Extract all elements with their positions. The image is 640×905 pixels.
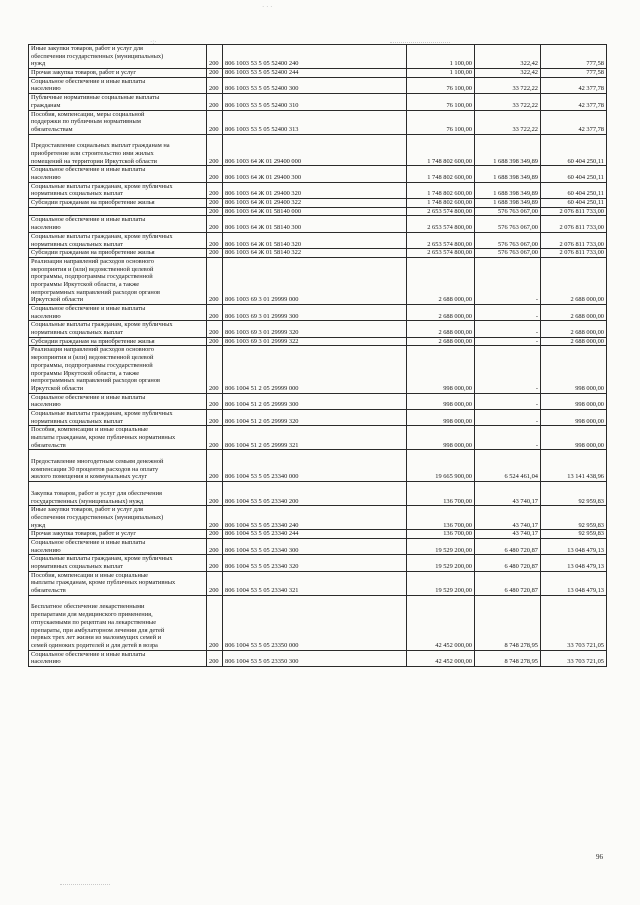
row-unexecuted-amount: 2 076 811 733,00: [541, 249, 607, 258]
row-budget-classification-code: 806 1003 53 5 05 52400 240: [223, 45, 407, 69]
row-code: 200: [207, 207, 223, 216]
row-executed-amount: 6 524 461,04: [475, 450, 541, 482]
row-code: 200: [207, 77, 223, 93]
scan-artifact-top-left: ·:·: [150, 38, 157, 46]
row-unexecuted-amount: 13 048 479,13: [541, 571, 607, 595]
row-approved-amount: 19 529 200,00: [407, 538, 475, 554]
row-code: 200: [207, 482, 223, 506]
row-approved-amount: 2 653 574 800,00: [407, 249, 475, 258]
row-executed-amount: -: [475, 305, 541, 321]
row-name-line: Социальное обеспечение и иные выплаты: [31, 538, 146, 546]
row-name-line: Социальные выплаты гражданам, кроме публичных: [31, 182, 173, 190]
row-name: [29, 77, 207, 93]
budget-table-body: [29, 45, 607, 667]
row-unexecuted-amount: 777,58: [541, 69, 607, 78]
row-executed-amount: 6 480 720,87: [475, 538, 541, 554]
row-unexecuted-amount: 33 703 721,05: [541, 650, 607, 666]
row-approved-amount: 76 100,00: [407, 77, 475, 93]
row-name-line: Иркутской области: [31, 296, 84, 304]
row-name-line: Пособия, компенсации и иные социальные: [31, 426, 148, 434]
row-name: [29, 530, 207, 539]
row-executed-amount: 43 740,17: [475, 482, 541, 506]
row-name: [29, 232, 207, 248]
row-code: 200: [207, 506, 223, 530]
row-name: [29, 595, 207, 650]
row-executed-amount: 6 480 720,87: [475, 555, 541, 571]
row-name-line: Социальные выплаты гражданам, кроме публичных: [31, 321, 173, 329]
row-budget-classification-code: 806 1003 69 3 01 29999 320: [223, 321, 407, 337]
row-approved-amount: 998 000,00: [407, 346, 475, 393]
table-row: [29, 346, 607, 393]
row-approved-amount: 19 529 200,00: [407, 571, 475, 595]
scan-artifact-line: [60, 884, 110, 886]
row-unexecuted-amount: 42 377,78: [541, 77, 607, 93]
table-row: [29, 216, 607, 232]
row-name-line: нормативных социальных выплат: [31, 240, 123, 248]
table-row: [29, 207, 607, 216]
row-name-line: программы Иркутской области, а также: [31, 369, 140, 377]
row-code: 200: [207, 232, 223, 248]
row-unexecuted-amount: 2 076 811 733,00: [541, 207, 607, 216]
row-executed-amount: -: [475, 426, 541, 450]
row-approved-amount: 136 700,00: [407, 482, 475, 506]
row-name-line: обязательств: [31, 441, 66, 449]
row-budget-classification-code: 806 1004 51 2 05 29999 321: [223, 426, 407, 450]
row-approved-amount: 998 000,00: [407, 393, 475, 409]
row-code: 200: [207, 321, 223, 337]
row-budget-classification-code: 806 1003 64 Ж 01 58140 322: [223, 249, 407, 258]
row-approved-amount: 136 700,00: [407, 506, 475, 530]
table-row: [29, 321, 607, 337]
row-code: 200: [207, 393, 223, 409]
row-name-line: Иные закупки товаров, работ и услуг для: [31, 45, 143, 52]
row-unexecuted-amount: 42 377,78: [541, 94, 607, 110]
row-unexecuted-amount: 60 404 250,11: [541, 134, 607, 166]
table-row: [29, 166, 607, 182]
row-executed-amount: -: [475, 257, 541, 304]
row-approved-amount: 2 653 574 800,00: [407, 232, 475, 248]
row-approved-amount: 1 748 802 600,00: [407, 199, 475, 208]
row-executed-amount: 8 748 278,95: [475, 650, 541, 666]
row-name-line: препаратами для медицинского применения,: [31, 611, 153, 619]
row-name: [29, 555, 207, 571]
row-code: 200: [207, 555, 223, 571]
row-executed-amount: 322,42: [475, 45, 541, 69]
row-name-line: [31, 208, 204, 216]
row-name-line: населению: [31, 224, 61, 232]
row-executed-amount: 33 722,22: [475, 94, 541, 110]
row-approved-amount: 76 100,00: [407, 110, 475, 134]
row-name-line: Субсидии гражданам на приобретение жилья: [31, 337, 155, 345]
row-name-line: нужд: [31, 60, 46, 68]
row-name-line: населению: [31, 658, 61, 666]
table-row: [29, 257, 607, 304]
row-name-line: препараты, при амбулаторном лечении для детей: [31, 626, 165, 634]
row-name-line: Социальное обеспечение и иные выплаты: [31, 393, 146, 401]
row-name-line: населению: [31, 401, 61, 409]
row-code: 200: [207, 45, 223, 69]
row-budget-classification-code: 806 1004 53 5 05 23350 300: [223, 650, 407, 666]
row-approved-amount: 42 452 000,00: [407, 650, 475, 666]
row-executed-amount: -: [475, 409, 541, 425]
row-approved-amount: 998 000,00: [407, 426, 475, 450]
row-name-line: нормативных социальных выплат: [31, 190, 123, 198]
row-code: 200: [207, 182, 223, 198]
row-budget-classification-code: 806 1004 51 2 05 29999 300: [223, 393, 407, 409]
table-row: [29, 393, 607, 409]
table-row: [29, 199, 607, 208]
row-budget-classification-code: 806 1004 53 5 05 23340 244: [223, 530, 407, 539]
row-executed-amount: 576 763 067,00: [475, 232, 541, 248]
row-code: 200: [207, 216, 223, 232]
row-name-line: Предоставление многодетным семьям денежной: [31, 458, 164, 466]
row-name: [29, 393, 207, 409]
row-name: [29, 409, 207, 425]
table-row: [29, 45, 607, 69]
row-name-line: Бесплатное обеспечение лекарственными: [31, 603, 145, 611]
row-unexecuted-amount: 998 000,00: [541, 426, 607, 450]
row-name-line: [31, 482, 204, 490]
row-name-line: семей одиноких родителей и для детей в возра: [31, 641, 158, 649]
row-unexecuted-amount: 42 377,78: [541, 110, 607, 134]
row-name-line: обеспечения государственных (муниципальных): [31, 52, 164, 60]
table-row: [29, 110, 607, 134]
row-budget-classification-code: 806 1003 69 3 01 29999 000: [223, 257, 407, 304]
row-unexecuted-amount: 13 048 479,13: [541, 538, 607, 554]
table-row: [29, 69, 607, 78]
row-approved-amount: 19 529 200,00: [407, 555, 475, 571]
row-unexecuted-amount: 998 000,00: [541, 409, 607, 425]
row-name-line: обязательствам: [31, 125, 73, 133]
table-row: [29, 555, 607, 571]
table-row: [29, 530, 607, 539]
row-name-line: населению: [31, 546, 61, 554]
table-row: [29, 77, 607, 93]
row-name-line: [31, 596, 204, 604]
row-budget-classification-code: 806 1003 64 Ж 01 29400 300: [223, 166, 407, 182]
row-name: [29, 506, 207, 530]
row-name-line: выплаты гражданам, кроме публичных нормативных: [31, 579, 176, 587]
row-name-line: населению: [31, 312, 61, 320]
row-name-line: Публичные нормативные социальные выплаты: [31, 94, 160, 102]
row-name: [29, 134, 207, 166]
table-row: [29, 337, 607, 346]
row-name-line: выплаты гражданам, кроме публичных нормативных: [31, 434, 176, 441]
row-name-line: [31, 135, 204, 143]
row-budget-classification-code: 806 1004 53 5 05 23340 321: [223, 571, 407, 595]
row-name-line: Реализация направлений расходов основного: [31, 257, 154, 265]
row-name-line: Пособия, компенсации, меры социальной: [31, 110, 145, 118]
row-code: 200: [207, 346, 223, 393]
row-code: 200: [207, 257, 223, 304]
row-name-line: помещений на территории Иркутской области: [31, 157, 157, 165]
row-budget-classification-code: 806 1004 51 2 05 29999 000: [223, 346, 407, 393]
row-name-line: [31, 450, 204, 458]
row-executed-amount: 1 688 398 349,89: [475, 199, 541, 208]
table-row: [29, 450, 607, 482]
row-approved-amount: 136 700,00: [407, 530, 475, 539]
row-executed-amount: 576 763 067,00: [475, 249, 541, 258]
row-budget-classification-code: 806 1004 53 5 05 23340 000: [223, 450, 407, 482]
row-name-line: Предоставление социальных выплат гражданам на: [31, 142, 170, 150]
row-name: [29, 426, 207, 450]
row-name-line: Социальное обеспечение и иные выплаты: [31, 216, 146, 224]
row-budget-classification-code: 806 1003 64 Ж 01 29400 320: [223, 182, 407, 198]
row-unexecuted-amount: 33 703 721,05: [541, 595, 607, 650]
row-name: [29, 216, 207, 232]
row-name-line: населению: [31, 85, 61, 93]
row-unexecuted-amount: 92 959,83: [541, 506, 607, 530]
table-row: [29, 571, 607, 595]
row-budget-classification-code: 806 1003 53 5 05 52400 313: [223, 110, 407, 134]
row-name-line: обязательств: [31, 587, 66, 595]
row-approved-amount: 2 688 000,00: [407, 321, 475, 337]
row-budget-classification-code: 806 1004 53 5 05 23340 240: [223, 506, 407, 530]
row-name-line: обеспечения государственных (муниципальных): [31, 513, 164, 521]
row-executed-amount: 43 740,17: [475, 530, 541, 539]
row-code: 200: [207, 305, 223, 321]
row-unexecuted-amount: 92 959,83: [541, 530, 607, 539]
row-name: [29, 538, 207, 554]
table-row: [29, 409, 607, 425]
row-name: [29, 321, 207, 337]
row-unexecuted-amount: 2 076 811 733,00: [541, 216, 607, 232]
row-name: [29, 69, 207, 78]
row-name-line: непрограммных направлений расходов органов: [31, 288, 161, 296]
row-name-line: компенсации 30 процентов расходов на оплату: [31, 465, 159, 473]
row-name-line: непрограммных направлений расходов органов: [31, 377, 161, 385]
row-budget-classification-code: 806 1004 53 5 05 23340 320: [223, 555, 407, 571]
row-name-line: мероприятия и (или) ведомственной целевой: [31, 354, 154, 362]
row-budget-classification-code: 806 1003 53 5 05 52400 310: [223, 94, 407, 110]
row-executed-amount: 1 688 398 349,89: [475, 134, 541, 166]
row-name: [29, 571, 207, 595]
row-executed-amount: 322,42: [475, 69, 541, 78]
row-name: [29, 166, 207, 182]
row-executed-amount: 43 740,17: [475, 506, 541, 530]
row-code: 200: [207, 426, 223, 450]
page-number: 96: [596, 853, 603, 861]
row-approved-amount: 1 748 802 600,00: [407, 182, 475, 198]
row-code: 200: [207, 538, 223, 554]
row-name: [29, 305, 207, 321]
row-name: [29, 94, 207, 110]
row-approved-amount: 2 688 000,00: [407, 337, 475, 346]
row-approved-amount: 2 688 000,00: [407, 305, 475, 321]
row-approved-amount: 2 653 574 800,00: [407, 216, 475, 232]
row-name-line: Социальное обеспечение и иные выплаты: [31, 305, 146, 312]
row-code: 200: [207, 409, 223, 425]
row-name-line: отпускаемыми по рецептам на лекарственные: [31, 618, 157, 626]
row-code: 200: [207, 94, 223, 110]
row-code: 200: [207, 110, 223, 134]
row-name-line: Пособия, компенсации и иные социальные: [31, 571, 148, 579]
row-name-line: Социальные выплаты гражданам, кроме публичных: [31, 232, 173, 240]
row-executed-amount: -: [475, 321, 541, 337]
row-unexecuted-amount: 2 688 000,00: [541, 257, 607, 304]
row-code: 200: [207, 337, 223, 346]
row-unexecuted-amount: 998 000,00: [541, 346, 607, 393]
row-unexecuted-amount: 13 141 438,96: [541, 450, 607, 482]
row-name-line: Закупка товаров, работ и услуг для обеспечения: [31, 489, 162, 497]
row-budget-classification-code: 806 1003 64 Ж 01 58140 000: [223, 207, 407, 216]
table-row: [29, 482, 607, 506]
row-name-line: первых трех лет жизни из малоимущих семей и: [31, 634, 162, 642]
row-name-line: Социальное обеспечение и иные выплаты: [31, 650, 146, 658]
row-approved-amount: 19 665 900,00: [407, 450, 475, 482]
row-unexecuted-amount: 60 404 250,11: [541, 182, 607, 198]
row-name-line: Социальные выплаты гражданам, кроме публичных: [31, 409, 173, 417]
row-name: [29, 207, 207, 216]
row-approved-amount: 42 452 000,00: [407, 595, 475, 650]
row-executed-amount: -: [475, 346, 541, 393]
table-row: [29, 249, 607, 258]
row-budget-classification-code: 806 1004 51 2 05 29999 320: [223, 409, 407, 425]
row-unexecuted-amount: 13 048 479,13: [541, 555, 607, 571]
row-budget-classification-code: 806 1004 53 5 05 23350 000: [223, 595, 407, 650]
row-name-line: Субсидии гражданам на приобретение жилья: [31, 249, 155, 257]
row-name-line: нужд: [31, 521, 46, 529]
row-name: [29, 199, 207, 208]
table-row: [29, 134, 607, 166]
row-name-line: Социальное обеспечение и иные выплаты: [31, 166, 146, 174]
row-name: [29, 337, 207, 346]
row-code: 200: [207, 249, 223, 258]
row-unexecuted-amount: 2 076 811 733,00: [541, 232, 607, 248]
row-name-line: населению: [31, 174, 61, 181]
row-name: [29, 650, 207, 666]
table-row: [29, 182, 607, 198]
row-executed-amount: 6 480 720,87: [475, 571, 541, 595]
scan-artifact-top: · · ·: [262, 3, 273, 11]
row-code: 200: [207, 199, 223, 208]
row-name: [29, 482, 207, 506]
row-code: 200: [207, 595, 223, 650]
row-name: [29, 45, 207, 69]
row-name-line: Прочая закупка товаров, работ и услуг: [31, 530, 136, 538]
table-row: [29, 426, 607, 450]
row-name-line: жилого помещения и коммунальных услуг: [31, 473, 148, 481]
row-name-line: Реализация направлений расходов основного: [31, 346, 154, 354]
row-name-line: гражданам: [31, 101, 61, 109]
row-budget-classification-code: 806 1003 69 3 01 29999 300: [223, 305, 407, 321]
row-executed-amount: 1 688 398 349,89: [475, 182, 541, 198]
row-budget-classification-code: 806 1004 53 5 05 23340 300: [223, 538, 407, 554]
row-name-line: программы Иркутской области, а также: [31, 280, 140, 288]
row-name: [29, 346, 207, 393]
row-name: [29, 249, 207, 258]
table-row: [29, 595, 607, 650]
table-row: [29, 650, 607, 666]
row-name-line: нормативных социальных выплат: [31, 563, 123, 570]
table-row: [29, 232, 607, 248]
row-name-line: мероприятия и (или) ведомственной целевой: [31, 265, 154, 273]
row-code: 200: [207, 650, 223, 666]
row-name-line: Субсидии гражданам на приобретение жилья: [31, 199, 155, 207]
row-approved-amount: 76 100,00: [407, 94, 475, 110]
table-row: [29, 305, 607, 321]
table-row: [29, 506, 607, 530]
row-name-line: программы, подпрограммы государственной: [31, 361, 153, 369]
row-name-line: государственных (муниципальных) нужд: [31, 497, 144, 505]
row-code: 200: [207, 69, 223, 78]
table-row: [29, 538, 607, 554]
row-approved-amount: 998 000,00: [407, 409, 475, 425]
row-approved-amount: 1 748 802 600,00: [407, 166, 475, 182]
table-row: [29, 94, 607, 110]
row-name-line: Иные закупки товаров, работ и услуг для: [31, 506, 143, 514]
row-executed-amount: 576 763 067,00: [475, 207, 541, 216]
row-approved-amount: 2 688 000,00: [407, 257, 475, 304]
row-name: [29, 110, 207, 134]
row-name-line: нормативных социальных выплат: [31, 417, 123, 425]
row-name-line: программы, подпрограммы государственной: [31, 273, 153, 281]
row-budget-classification-code: 806 1003 64 Ж 01 58140 320: [223, 232, 407, 248]
row-unexecuted-amount: 777,58: [541, 45, 607, 69]
row-unexecuted-amount: 92 959,83: [541, 482, 607, 506]
row-executed-amount: 1 688 398 349,89: [475, 166, 541, 182]
row-budget-classification-code: 806 1003 53 5 05 52400 244: [223, 69, 407, 78]
row-name-line: приобретение или строительство ими жилых: [31, 149, 154, 157]
row-code: 200: [207, 134, 223, 166]
row-budget-classification-code: 806 1003 64 Ж 01 29400 000: [223, 134, 407, 166]
row-approved-amount: 1 100,00: [407, 69, 475, 78]
row-budget-classification-code: 806 1003 53 5 05 52400 300: [223, 77, 407, 93]
row-budget-classification-code: 806 1003 69 3 01 29999 322: [223, 337, 407, 346]
row-unexecuted-amount: 998 000,00: [541, 393, 607, 409]
row-budget-classification-code: 806 1003 64 Ж 01 29400 322: [223, 199, 407, 208]
row-approved-amount: 1 100,00: [407, 45, 475, 69]
row-code: 200: [207, 530, 223, 539]
row-name-line: Иркутской области: [31, 384, 84, 392]
row-name: [29, 182, 207, 198]
row-name-line: нормативных социальных выплат: [31, 329, 123, 337]
row-unexecuted-amount: 60 404 250,11: [541, 166, 607, 182]
row-name: [29, 450, 207, 482]
row-name-line: поддержки по публичным нормативным: [31, 118, 141, 126]
row-unexecuted-amount: 60 404 250,11: [541, 199, 607, 208]
row-executed-amount: 33 722,22: [475, 77, 541, 93]
row-name-line: Прочая закупка товаров, работ и услуг: [31, 69, 136, 77]
row-executed-amount: -: [475, 393, 541, 409]
row-code: 200: [207, 450, 223, 482]
row-unexecuted-amount: 2 688 000,00: [541, 305, 607, 321]
row-unexecuted-amount: 2 688 000,00: [541, 337, 607, 346]
row-executed-amount: 8 748 278,95: [475, 595, 541, 650]
row-code: 200: [207, 166, 223, 182]
row-executed-amount: -: [475, 337, 541, 346]
row-name-line: Социальные выплаты гражданам, кроме публичных: [31, 555, 173, 563]
row-approved-amount: 2 653 574 800,00: [407, 207, 475, 216]
row-name: [29, 257, 207, 304]
row-budget-classification-code: 806 1003 64 Ж 01 58140 300: [223, 216, 407, 232]
row-name-line: Социальное обеспечение и иные выплаты: [31, 77, 146, 85]
row-code: 200: [207, 571, 223, 595]
row-budget-classification-code: 806 1004 53 5 05 23340 200: [223, 482, 407, 506]
row-unexecuted-amount: 2 688 000,00: [541, 321, 607, 337]
budget-table: [28, 44, 607, 667]
row-executed-amount: 576 763 067,00: [475, 216, 541, 232]
row-executed-amount: 33 722,22: [475, 110, 541, 134]
row-approved-amount: 1 748 802 600,00: [407, 134, 475, 166]
